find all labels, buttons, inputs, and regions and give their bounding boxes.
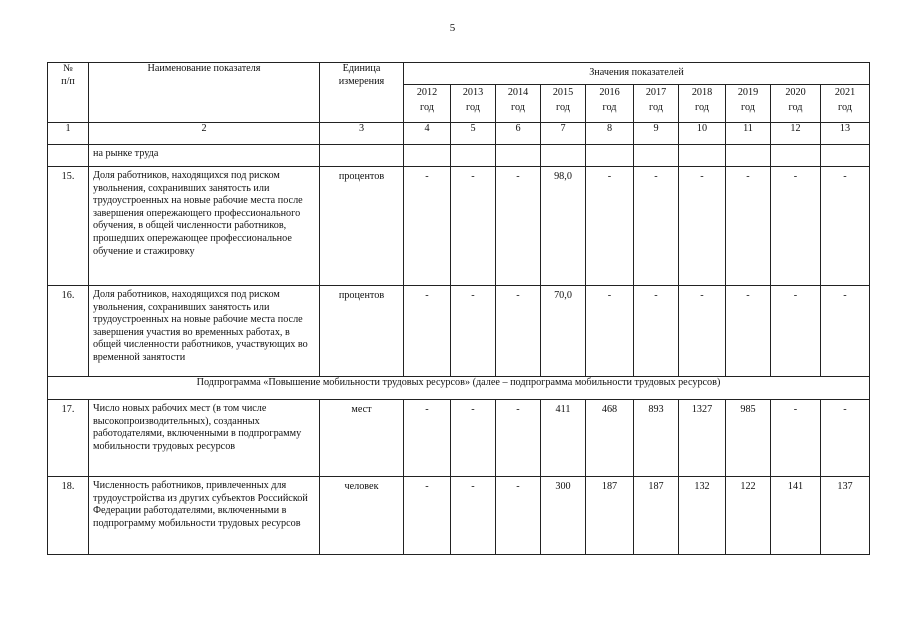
indicator-unit: процентов (320, 167, 404, 286)
index-cell: 6 (496, 123, 541, 145)
header-year-2019: 2019 год (726, 85, 771, 123)
indicator-name: Доля работников, находящихся под риском увольнения, сохранивших занятость или трудоустроенных на новые рабочие места после завершения опережающего профессионального обучения, в общей численности работников, прошедших опережающее профессиональное обучение и стажировку (89, 167, 320, 286)
value-cell: 468 (586, 400, 634, 477)
value-cell: 141 (771, 477, 821, 555)
indicator-name: Число новых рабочих мест (в том числе высокопроизводительных), созданных работодателями, включенными в подпрограмму мобильности трудовых ресурсов (89, 400, 320, 477)
header-year-2015: 2015 год (541, 85, 586, 123)
index-cell: 10 (679, 123, 726, 145)
value-cell: - (726, 286, 771, 377)
value-cell: - (451, 286, 496, 377)
value-cell: - (451, 400, 496, 477)
value-cell: - (496, 167, 541, 286)
table-row (48, 477, 870, 555)
page-number: 5 (449, 22, 456, 34)
indicators-table (47, 62, 870, 555)
value-cell: - (771, 400, 821, 477)
value-cell: - (821, 286, 870, 377)
value-cell: - (496, 286, 541, 377)
value-cell: 137 (821, 477, 870, 555)
value-cell: - (586, 286, 634, 377)
value-cell: 98,0 (541, 167, 586, 286)
index-cell: 2 (89, 123, 320, 145)
table-row (48, 286, 870, 377)
value-cell: - (821, 167, 870, 286)
header-year-2014: 2014 год (496, 85, 541, 123)
row-number: 18. (48, 477, 89, 555)
value-cell: 70,0 (541, 286, 586, 377)
value-cell: 122 (726, 477, 771, 555)
value-cell: - (451, 167, 496, 286)
value-cell: 1327 (679, 400, 726, 477)
value-cell: 187 (634, 477, 679, 555)
table-row (48, 400, 870, 477)
indicator-name: Численность работников, привлеченных для трудоустройства из других субъектов Российской Федерации работодателями, включенными в подпрограмму мобильности трудовых ресурсов (89, 477, 320, 555)
row-number: 15. (48, 167, 89, 286)
indicator-unit: человек (320, 477, 404, 555)
header-year-2013: 2013 год (451, 85, 496, 123)
index-cell: 5 (451, 123, 496, 145)
value-cell: - (634, 167, 679, 286)
header-num: № п/п (48, 63, 89, 123)
value-cell: - (496, 477, 541, 555)
indicator-unit: процентов (320, 286, 404, 377)
row-number: 17. (48, 400, 89, 477)
header-year-2012: 2012 год (404, 85, 451, 123)
value-cell: - (404, 400, 451, 477)
value-cell: 411 (541, 400, 586, 477)
header-name: Наименование показателя (89, 63, 320, 123)
value-cell: - (679, 286, 726, 377)
subprogram-row (48, 377, 870, 400)
value-cell: - (634, 286, 679, 377)
index-cell: 8 (586, 123, 634, 145)
value-cell: 132 (679, 477, 726, 555)
index-cell: 13 (821, 123, 870, 145)
header-year-2017: 2017 год (634, 85, 679, 123)
value-cell: - (496, 400, 541, 477)
indicator-unit: мест (320, 400, 404, 477)
index-cell: 12 (771, 123, 821, 145)
value-cell: - (771, 167, 821, 286)
value-cell: - (726, 167, 771, 286)
header-year-2018: 2018 год (679, 85, 726, 123)
header-year-2021: 2021 год (821, 85, 870, 123)
value-cell: - (404, 477, 451, 555)
index-cell: 9 (634, 123, 679, 145)
value-cell: 893 (634, 400, 679, 477)
value-cell: 187 (586, 477, 634, 555)
table-row (48, 145, 870, 167)
header-year-2016: 2016 год (586, 85, 634, 123)
header-values: Значения показателей (404, 63, 870, 85)
header-year-2020: 2020 год (771, 85, 821, 123)
value-cell: - (404, 167, 451, 286)
value-cell: - (586, 167, 634, 286)
indicator-name: Доля работников, находящихся под риском увольнения, сохранивших занятость или трудоустроенных на новые рабочие места после завершения участия во временных работах, в общей численности работников, участвующих во временной занятости (89, 286, 320, 377)
value-cell: - (821, 400, 870, 477)
value-cell: 985 (726, 400, 771, 477)
index-cell: 7 (541, 123, 586, 145)
value-cell: - (679, 167, 726, 286)
index-cell: 3 (320, 123, 404, 145)
value-cell: 300 (541, 477, 586, 555)
value-cell: - (404, 286, 451, 377)
column-index-row (48, 123, 870, 145)
index-cell: 4 (404, 123, 451, 145)
index-cell: 11 (726, 123, 771, 145)
table-row (48, 167, 870, 286)
value-cell: - (771, 286, 821, 377)
index-cell: 1 (48, 123, 89, 145)
value-cell: - (451, 477, 496, 555)
row-number: 16. (48, 286, 89, 377)
header-unit: Единица измерения (320, 63, 404, 123)
continuation-text: на рынке труда (89, 145, 320, 167)
subprogram-title: Подпрограмма «Повышение мобильности трудовых ресурсов» (далее – подпрограмма мобильности трудовых ресурсов) (48, 377, 870, 400)
